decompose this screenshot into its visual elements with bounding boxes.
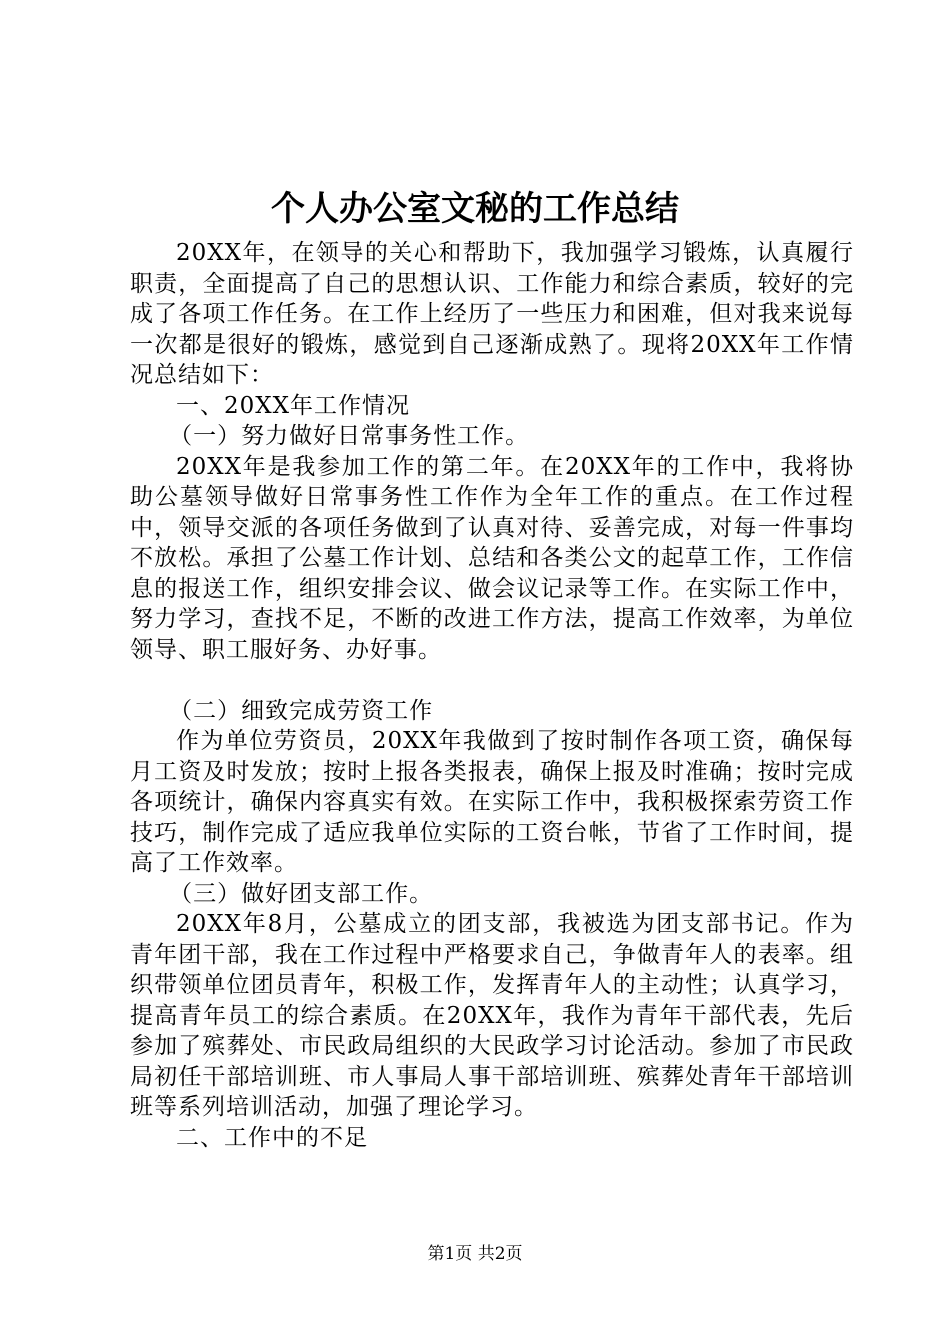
payroll-paragraph: 作为单位劳资员，20XX年我做到了按时制作各项工资，确保每月工资及时发放；按时上报各类报表，确保上报及时准确；按时完成各项统计，确保内容真实有效。在实际工作中，我积极探索劳资工作技巧，制作完成了适应我单位实际的工资台帐，节省了工作时间，提高了工作效率。 bbox=[130, 728, 854, 876]
youth-league-paragraph: 20XX年8月，公墓成立的团支部，我被选为团支部书记。作为青年团干部，我在工作过程中严格要求自己，争做青年人的表率。组织带领单位团员青年，积极工作，发挥青年人的主动性；认真学习，提高青年员工的综合素质。在20XX年，我作为青年干部代表，先后参加了殡葬处、市民政局组织的大民政学习讨论活动。参加了市民政局初任干部培训班、市人事局人事干部培训班、殡葬处青年干部培训班等系列培训活动，加强了理论学习。 bbox=[130, 911, 854, 1120]
subsection-heading-payroll: （二）细致完成劳资工作 bbox=[169, 697, 434, 724]
subsection-heading-daily-affairs: （一）努力做好日常事务性工作。 bbox=[169, 423, 530, 449]
page-number-footer: 第1页 共2页 bbox=[427, 1244, 523, 1264]
paragraph-gap bbox=[130, 665, 854, 696]
section-heading-shortcomings: 二、工作中的不足 bbox=[176, 1124, 368, 1151]
section-heading-work-status: 一、20XX年工作情况 bbox=[176, 392, 411, 419]
document-title: 个人办公室文秘的工作总结 bbox=[271, 189, 679, 229]
document-body bbox=[130, 238, 854, 1153]
daily-affairs-paragraph: 20XX年是我参加工作的第二年。在20XX年的工作中，我将协助公墓领导做好日常事务性工作作为全年工作的重点。在工作过程中，领导交派的各项任务做到了认真对待、妥善完成，对每一件事均不放松。承担了公墓工作计划、总结和各类公文的起草工作，工作信息的报送工作，组织安排会议、做会议记录等工作。在实际工作中，努力学习，查找不足，不断的改进工作方法，提高工作效率，为单位领导、职工服好务、办好事。 bbox=[130, 453, 854, 663]
subsection-heading-youth-league: （三）做好团支部工作。 bbox=[169, 880, 434, 907]
intro-paragraph: 20XX年，在领导的关心和帮助下，我加强学习锻炼，认真履行职责，全面提高了自己的思想认识、工作能力和综合素质，较好的完成了各项工作任务。在工作上经历了一些压力和困难，但对我来说每一次都是很好的锻炼，感觉到自己逐渐成熟了。现将20XX年工作情况总结如下： bbox=[130, 240, 854, 388]
